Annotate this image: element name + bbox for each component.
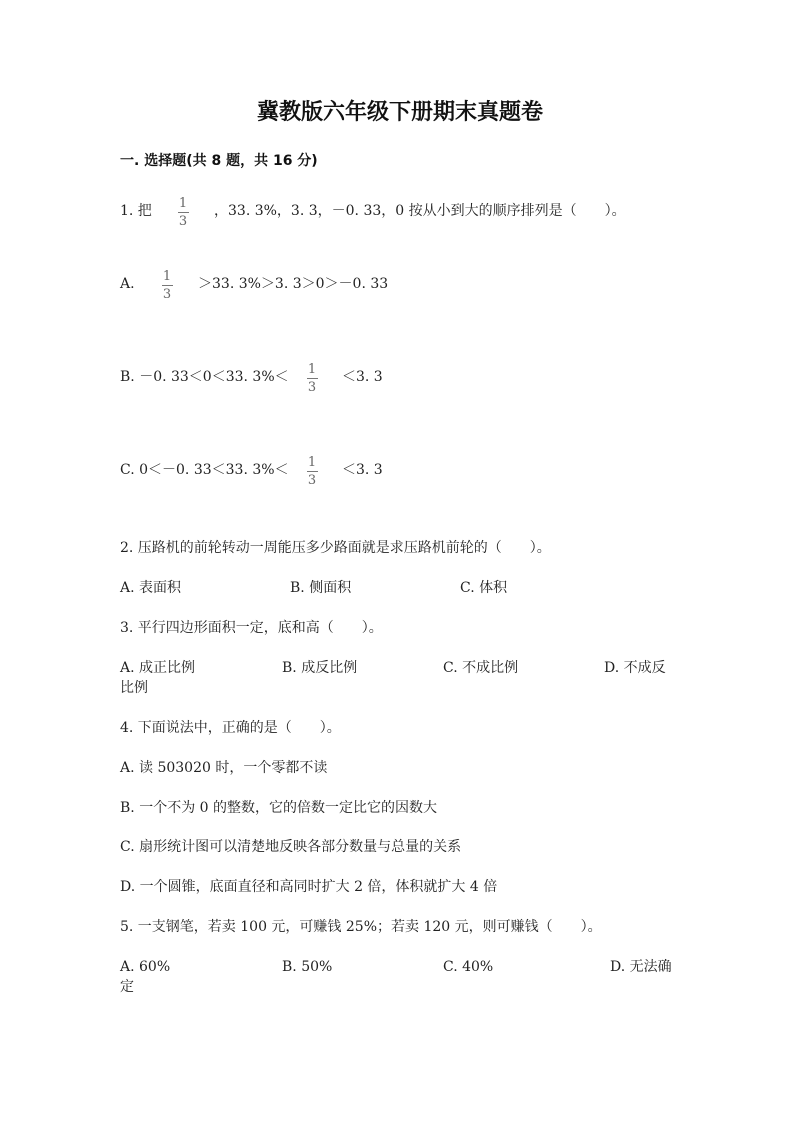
fraction-denominator: 3	[307, 380, 317, 395]
q1-option-c-fraction	[305, 455, 319, 488]
q5-option-c: C. 40%	[443, 959, 494, 975]
q3-option-d-wrap: 比例	[120, 680, 148, 696]
q2-option-b: B. 侧面积	[290, 580, 352, 596]
q1-suffix: ，33. 3%，3. 3，－0. 33，0 按从小到大的顺序排列是（ ）。	[214, 203, 626, 219]
fraction-bar	[307, 471, 318, 472]
q2-text: 2. 压路机的前轮转动一周能压多少路面就是求压路机前轮的（ ）。	[120, 540, 551, 556]
q3-option-a: A. 成正比例	[120, 660, 196, 676]
q1-option-c-rest: ＜3. 3	[342, 462, 383, 478]
q4-option-c: C. 扇形统计图可以清楚地反映各部分数量与总量的关系	[120, 839, 462, 855]
section-heading: 一. 选择题(共 8 题，共 16 分)	[120, 153, 318, 169]
q3-text: 3. 平行四边形面积一定，底和高（ ）。	[120, 620, 383, 636]
q1-option-a-fraction	[160, 269, 174, 302]
q1-option-b-rest: ＜3. 3	[342, 369, 383, 385]
q3-option-c: C. 不成比例	[443, 660, 519, 676]
q5-option-d: D. 无法确	[610, 959, 672, 975]
page-title: 冀教版六年级下册期末真题卷	[256, 100, 543, 125]
fraction-numerator: 1	[307, 362, 317, 377]
q2-option-a: A. 表面积	[120, 580, 182, 596]
fraction-denominator: 3	[178, 214, 188, 229]
q3-option-b: B. 成反比例	[282, 660, 358, 676]
fraction-numerator: 1	[178, 196, 188, 211]
q4-option-b: B. 一个不为 0 的整数，它的倍数一定比它的因数大	[120, 800, 437, 816]
q4-option-d: D. 一个圆锥，底面直径和高同时扩大 2 倍，体积就扩大 4 倍	[120, 879, 498, 895]
q1-option-c-label: C. 0＜－0. 33＜33. 3%＜	[120, 462, 289, 478]
fraction-bar	[162, 285, 173, 286]
q5-option-b: B. 50%	[282, 959, 333, 975]
q5-option-d-wrap: 定	[120, 979, 134, 995]
q1-option-a-rest: ＞33. 3%＞3. 3＞0＞－0. 33	[198, 276, 389, 292]
q2-option-c: C. 体积	[460, 580, 508, 596]
q3-option-d: D. 不成反	[604, 660, 666, 676]
q5-option-a: A. 60%	[120, 959, 171, 975]
fraction-denominator: 3	[162, 287, 172, 302]
fraction-numerator: 1	[162, 269, 172, 284]
q4-text: 4. 下面说法中，正确的是（ ）。	[120, 720, 341, 736]
fraction-numerator: 1	[307, 455, 317, 470]
fraction-bar	[307, 378, 318, 379]
fraction-bar	[178, 212, 189, 213]
q1-prefix: 1. 把	[120, 203, 152, 219]
q1-fraction-one-third	[176, 196, 190, 229]
fraction-denominator: 3	[307, 473, 317, 488]
q1-option-a-label: A.	[120, 276, 135, 292]
q4-option-a: A. 读 503020 时，一个零都不读	[120, 760, 328, 776]
q1-option-b-fraction	[305, 362, 319, 395]
q5-text: 5. 一支钢笔，若卖 100 元，可赚钱 25%；若卖 120 元，则可赚钱（ ）。	[120, 919, 602, 935]
q1-option-b-label: B. －0. 33＜0＜33. 3%＜	[120, 369, 289, 385]
